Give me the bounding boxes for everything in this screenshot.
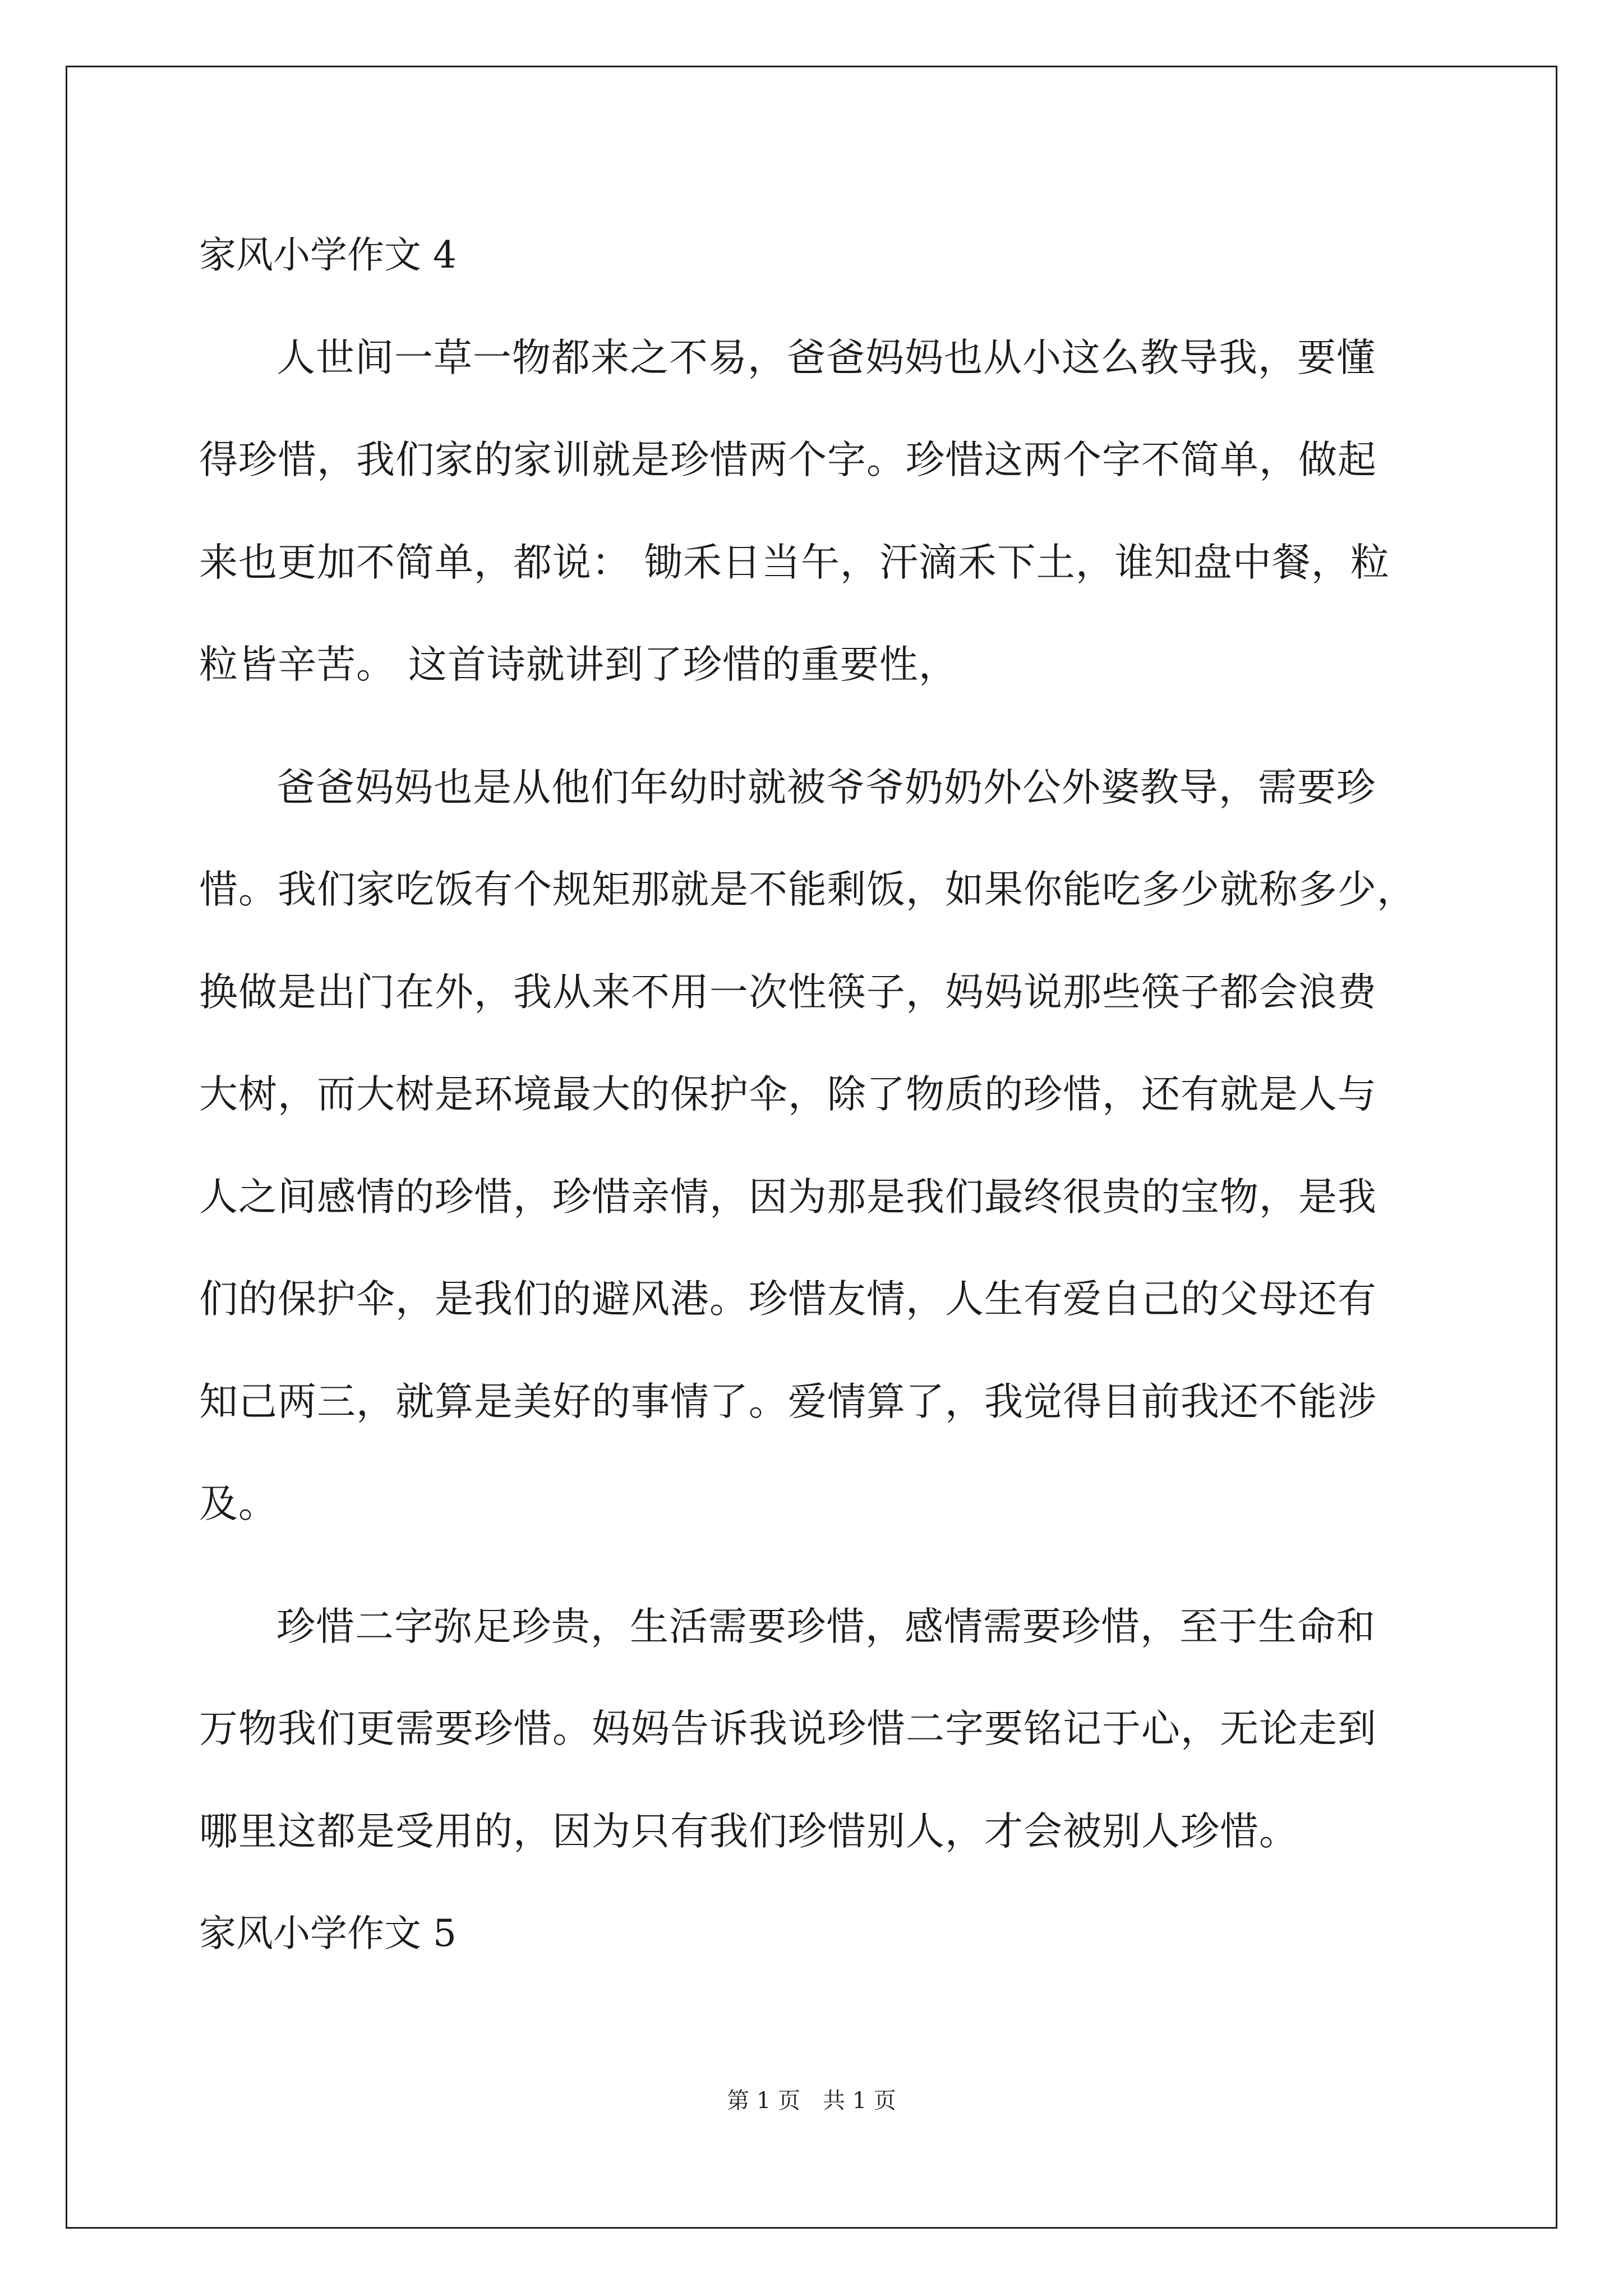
paragraph-1-line-1: 人世间一草一物都来之不易，爸爸妈妈也从小这么教导我，要懂: [276, 335, 1376, 380]
paragraph-3-line-2: 万物我们更需要珍惜。妈妈告诉我说珍惜二字要铭记于心，无论走到: [199, 1706, 1377, 1751]
paragraph-3-line-3: 哪里这都是受用的，因为只有我们珍惜别人，才会被别人珍惜。: [199, 1809, 1298, 1854]
paragraph-1-line-3: 来也更加不简单，都说： 锄禾日当午，汗滴禾下土，谁知盘中餐，粒: [199, 540, 1390, 585]
paragraph-2-line-7: 知己两三，就算是美好的事情了。爱情算了，我觉得目前我还不能涉: [199, 1379, 1377, 1424]
paragraph-2-line-5: 人之间感情的珍惜，珍惜亲情，因为那是我们最终很贵的宝物，是我: [199, 1175, 1377, 1220]
paragraph-2-line-3: 换做是出门在外，我从来不用一次性筷子，妈妈说那些筷子都会浪费: [199, 970, 1377, 1015]
section-heading-5: 家风小学作文 5: [199, 1912, 457, 1955]
paragraph-2-line-2: 惜。我们家吃饭有个规矩那就是不能剩饭，如果你能吃多少就称多少，: [199, 867, 1416, 912]
paragraph-1-line-4: 粒皆辛苦。 这首诗就讲到了珍惜的重要性，: [199, 642, 958, 687]
paragraph-2-line-4: 大树，而大树是环境最大的保护伞，除了物质的珍惜，还有就是人与: [199, 1072, 1377, 1117]
paragraph-2-line-1: 爸爸妈妈也是从他们年幼时就被爷爷奶奶外公外婆教导，需要珍: [276, 765, 1376, 810]
paragraph-2-line-8: 及。: [199, 1481, 278, 1526]
paragraph-3-line-1: 珍惜二字弥足珍贵，生活需要珍惜，感情需要珍惜，至于生命和: [276, 1604, 1376, 1649]
page-footer: 第 1 页 共 1 页: [727, 2088, 896, 2114]
section-heading-4: 家风小学作文 4: [199, 233, 457, 277]
paragraph-2-line-6: 们的保护伞，是我们的避风港。珍惜友情，人生有爱自己的父母还有: [199, 1277, 1377, 1322]
paragraph-1-line-2: 得珍惜，我们家的家训就是珍惜两个字。珍惜这两个字不简单，做起: [199, 438, 1377, 482]
page-border: [66, 66, 1557, 2229]
